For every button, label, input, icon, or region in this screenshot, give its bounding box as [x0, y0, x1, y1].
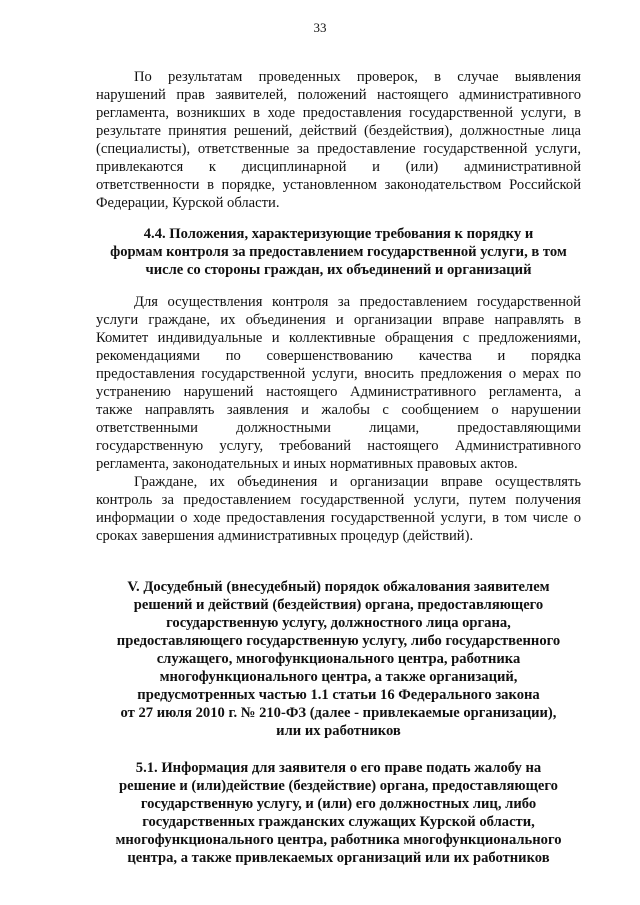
- text-line: предоставления государственной услуги, вносить предложения о мерах по: [96, 366, 581, 382]
- heading-line: многофункционального центра, а также организаций,: [159, 669, 518, 685]
- text-line: По результатам проведенных проверок, в случае выявления: [134, 69, 581, 85]
- text-line: результате принятия решений, действий (бездействия), должностные лица: [96, 123, 581, 139]
- text-line: привлекаются к дисциплинарной и (или) административной: [96, 159, 581, 175]
- heading-line: государственных гражданских служащих Курской области,: [142, 814, 535, 830]
- heading-line: или их работников: [276, 723, 401, 739]
- heading-line: числе со стороны граждан, их объединений и организаций: [145, 262, 532, 278]
- heading-line: решение и (или)действие (бездействие) органа, предоставляющего: [119, 778, 558, 794]
- heading-line: предусмотренных частью 1.1 статьи 16 Федерального закона: [137, 687, 540, 703]
- text-line: Граждане, их объединения и организации вправе осуществлять: [134, 474, 581, 490]
- text-line: Для осуществления контроля за предоставлением государственной: [134, 294, 581, 310]
- heading-line: государственную услугу, и (или) его должностных лиц, либо: [140, 796, 537, 812]
- text-line: ответственности в порядке, установленном законодательством Российской: [96, 177, 581, 193]
- heading-line: V. Досудебный (внесудебный) порядок обжалования заявителем: [127, 579, 550, 595]
- text-line: Федерации, Курской области.: [96, 195, 280, 211]
- heading-line: государственную услугу, должностного лица органа,: [166, 615, 511, 631]
- text-line: нарушений прав заявителей, положений настоящего административного: [96, 87, 581, 103]
- text-line: регламента, законодательных и иных нормативных правовых актов.: [96, 456, 518, 472]
- text-line: устранению нарушений настоящего Административного регламента, а: [96, 384, 581, 400]
- text-line: сроках завершения административных процедур (действий).: [96, 528, 474, 544]
- heading-line: от 27 июля 2010 г. № 210-ФЗ (далее - привлекаемые организации),: [120, 705, 557, 721]
- heading-line: многофункционального центра, работника многофункционального: [115, 832, 562, 848]
- heading-line: служащего, многофункционального центра, работника: [156, 651, 521, 667]
- text-line: также направлять заявления и жалобы с сообщением о нарушении: [96, 402, 581, 418]
- text-line: ответственными должностными лицами, предоставляющими: [96, 420, 581, 436]
- page-number: 33: [313, 20, 327, 35]
- heading-line: 5.1. Информация для заявителя о его праве подать жалобу на: [135, 760, 542, 776]
- heading-line: формам контроля за предоставлением государственной услуги, в том: [110, 244, 567, 260]
- text-line: Комитет индивидуальные и коллективные обращения с предложениями,: [96, 330, 581, 346]
- text-line: (специалисты), ответственные за предоставление государственной услуги,: [96, 141, 581, 157]
- heading-line: центра, а также привлекаемых организаций или их работников: [127, 850, 550, 866]
- text-line: информации о ходе предоставления государственной услуги, в том числе о: [96, 510, 581, 526]
- text-line: государственную услугу, требований настоящего Административного: [96, 438, 581, 454]
- heading-line: 4.4. Положения, характеризующие требования к порядку и: [143, 226, 534, 242]
- text-line: рекомендациями по совершенствованию качества и порядка: [96, 348, 581, 364]
- heading-line: решений и действий (бездействия) органа, предоставляющего: [133, 597, 544, 613]
- heading-line: предоставляющего государственную услугу, либо государственного: [116, 633, 561, 649]
- text-line: контроль за предоставлением государственной услуги, путем получения: [96, 492, 581, 508]
- text-line: услуги граждане, их объединения и организации вправе направлять в: [96, 312, 581, 328]
- text-line: регламента, возникших в ходе предоставления государственной услуги, в: [96, 105, 581, 121]
